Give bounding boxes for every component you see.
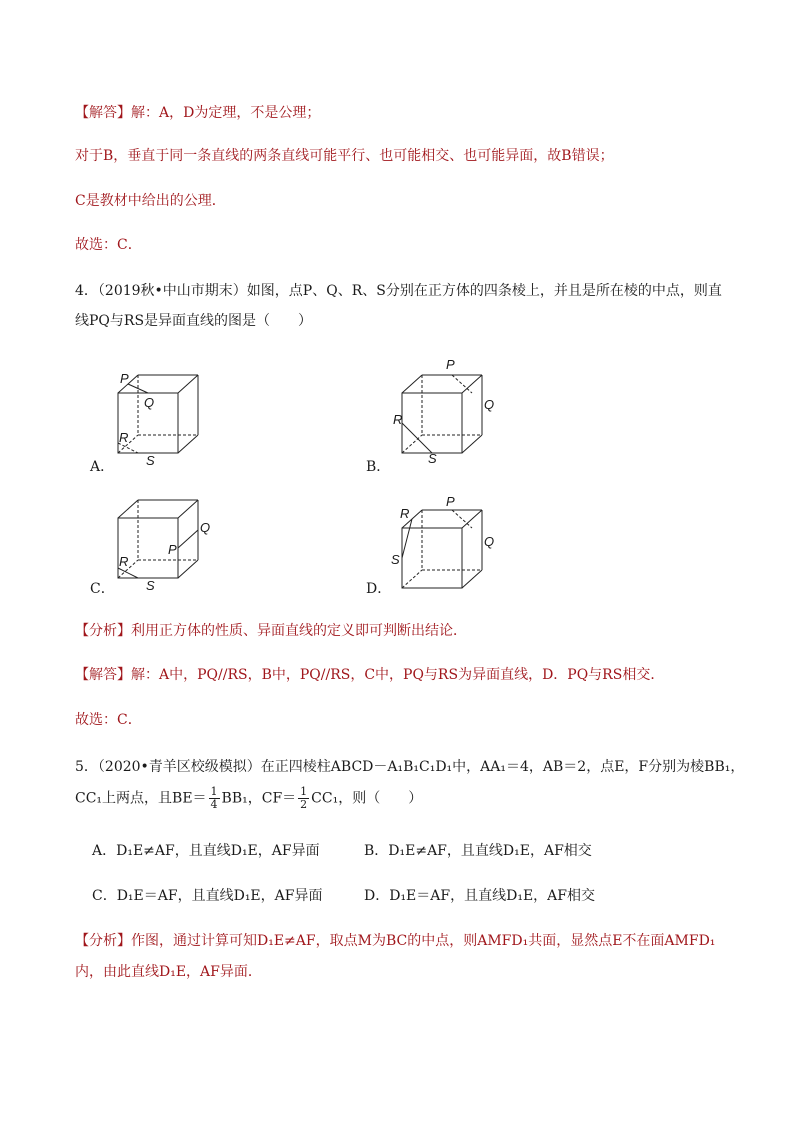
frac-den: 4 <box>210 798 218 811</box>
figure-d-option: D． <box>366 581 392 597</box>
q3-answer-line3: C是教材中给出的公理． <box>75 193 226 209</box>
q5-option-c: C．D₁E＝AF，且直线D₁E，AF异面 <box>92 888 323 904</box>
label-r: R <box>119 554 129 569</box>
answer-text: 解：A中，PQ//RS，B中，PQ//RS，C中，PQ与RS为异面直线，D．PQ与RS相交． <box>131 667 665 683</box>
label-p: P <box>446 357 455 372</box>
label-q: Q <box>484 397 495 412</box>
label-q: Q <box>484 534 495 549</box>
q4-stem-line1: 4．（2019秋•中山市期末）如图，点P、Q、R、S分别在正方体的四条棱上，并且是所在棱的中点，则直 <box>75 283 722 299</box>
q3-answer-line <box>75 104 320 122</box>
analysis-text: 作图，通过计算可知D₁E≠AF，取点M为BC的中点，则AMFD₁共面，显然点E不在面AMFD₁ <box>131 933 716 949</box>
figure-b <box>390 355 520 465</box>
q4-stem-line2: 线PQ与RS是异面直线的图是（ ） <box>75 313 313 329</box>
label-r: R <box>119 430 129 445</box>
answer-text: 解：A，D为定理，不是公理； <box>131 105 321 121</box>
q3-choice: 故选：C． <box>75 237 142 253</box>
label-p: P <box>168 542 177 557</box>
figure-a-option: A． <box>90 459 115 475</box>
analysis-text: 利用正方体的性质、异面直线的定义即可判断出结论． <box>131 623 467 639</box>
q5-stem-line2 <box>75 786 422 811</box>
label-s: S <box>146 453 155 468</box>
figure-d <box>390 490 520 600</box>
q5-option-b: B．D₁E≠AF，且直线D₁E，AF相交 <box>364 843 592 859</box>
analysis-tag: 【分析】 <box>75 623 131 639</box>
q4-analysis <box>75 622 467 640</box>
fraction-one-quarter <box>209 786 220 811</box>
q5-analysis-line1 <box>75 932 715 950</box>
frac-num: 1 <box>300 785 308 798</box>
label-p: P <box>120 371 129 386</box>
figure-c-option: C． <box>90 581 115 597</box>
q4-choice: 故选：C． <box>75 712 142 728</box>
figure-b-option: B． <box>366 459 391 475</box>
answer-tag: 【解答】 <box>75 667 131 683</box>
label-s: S <box>428 451 437 466</box>
stem-part-c: CC₁，则（ ） <box>311 790 423 807</box>
label-r: R <box>393 412 403 427</box>
label-q: Q <box>144 395 155 410</box>
label-r: R <box>400 506 410 521</box>
label-p: P <box>446 494 455 509</box>
cube-d-drawing <box>390 490 520 600</box>
q5-stem-line1: 5．（2020•青羊区校级模拟）在正四棱柱ABCD－A₁B₁C₁D₁中，AA₁＝4，AB＝2，点E，F分别为棱BB₁， <box>75 759 745 775</box>
answer-tag: 【解答】 <box>75 105 131 121</box>
fraction-one-half <box>298 786 309 811</box>
cube-b-drawing <box>390 355 520 465</box>
q4-answer <box>75 666 664 684</box>
label-q: Q <box>200 520 211 535</box>
q5-option-d: D．D₁E＝AF，且直线D₁E，AF相交 <box>364 888 595 904</box>
q5-analysis-line2: 内，由此直线D₁E，AF异面． <box>75 964 262 980</box>
frac-num: 1 <box>210 785 218 798</box>
stem-part-a: CC₁上两点，且BE＝ <box>75 790 207 807</box>
label-s: S <box>146 578 155 593</box>
label-s: S <box>391 552 400 567</box>
q3-answer-line2: 对于B，垂直于同一条直线的两条直线可能平行、也可能相交、也可能异面，故B错误； <box>75 148 614 164</box>
q5-option-a: A．D₁E≠AF，且直线D₁E，AF异面 <box>92 843 320 859</box>
frac-den: 2 <box>300 798 308 811</box>
stem-part-b: BB₁，CF＝ <box>221 790 297 807</box>
analysis-tag: 【分析】 <box>75 933 131 949</box>
